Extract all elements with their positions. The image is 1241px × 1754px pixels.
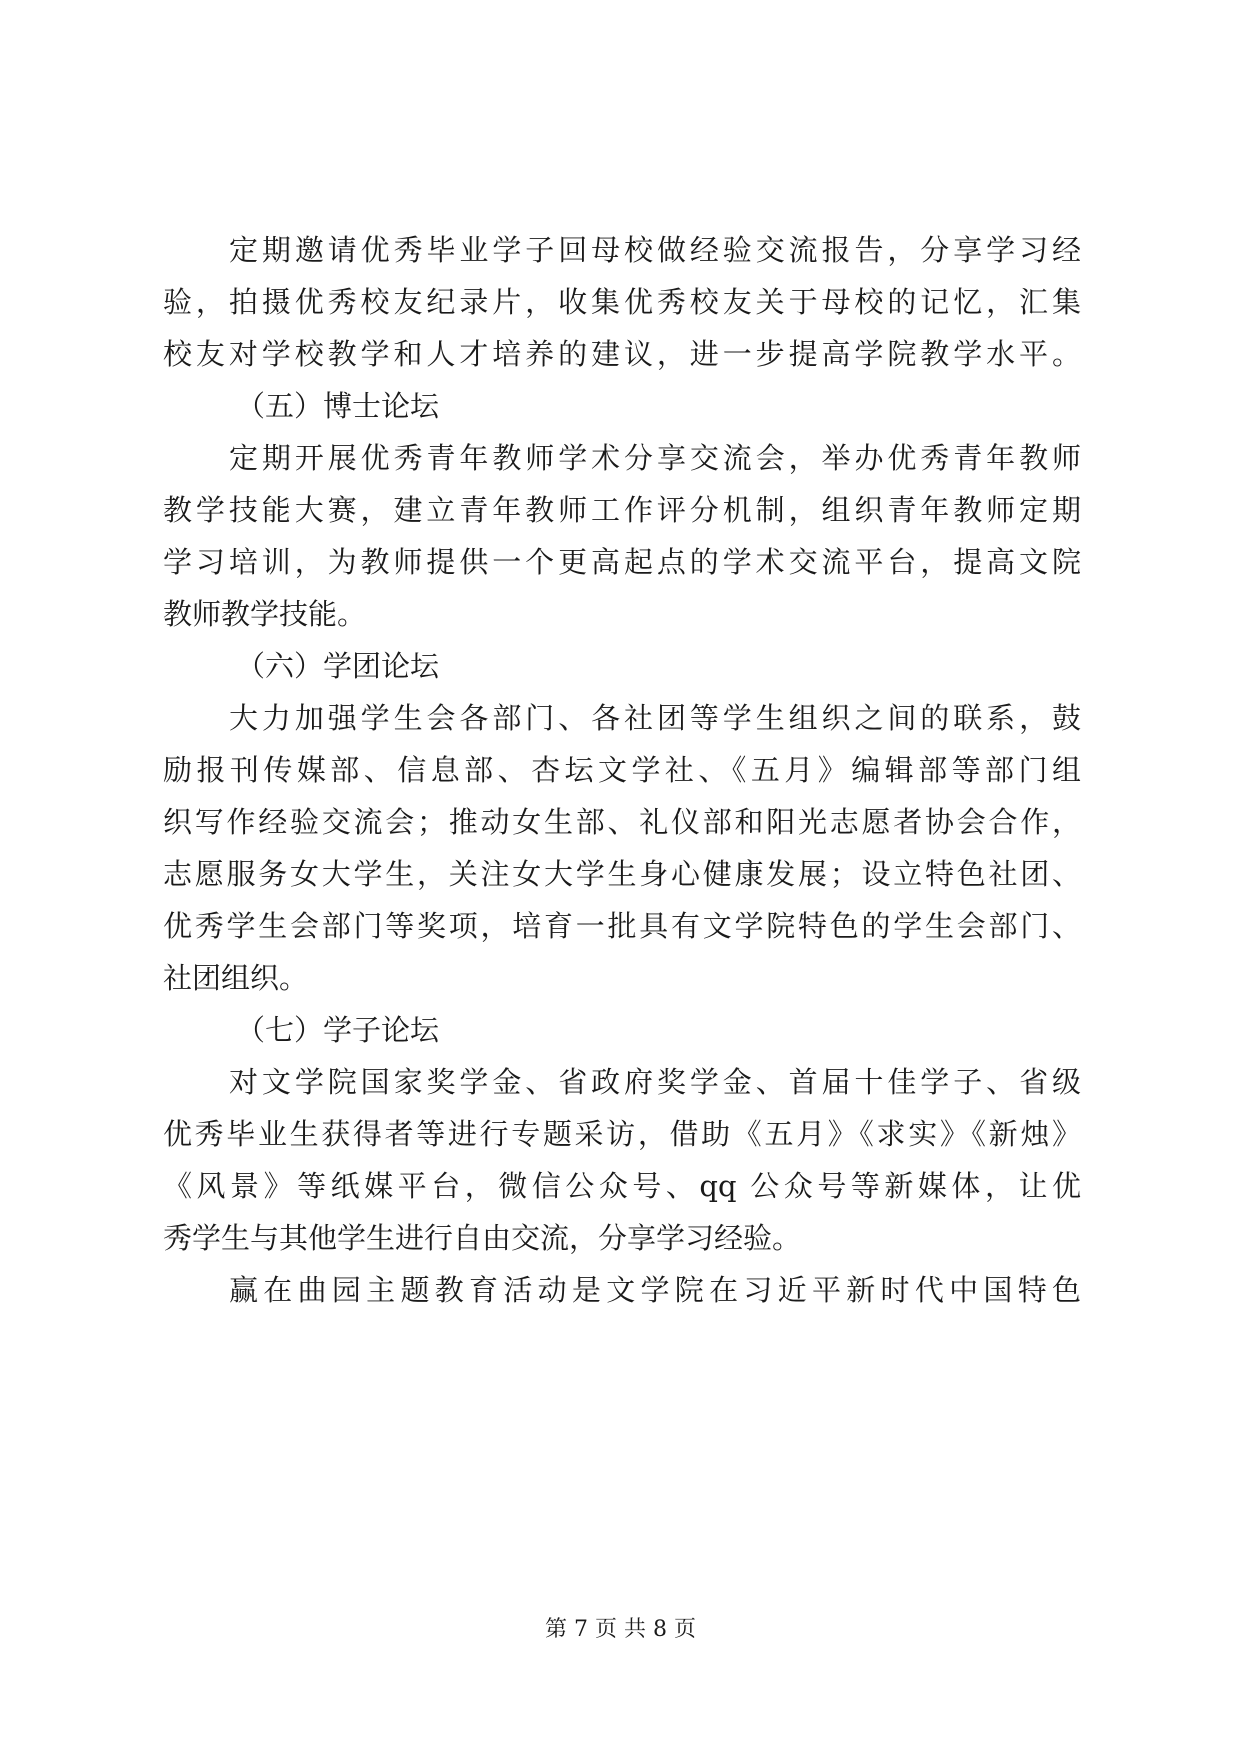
text-line: 验，拍摄优秀校友纪录片，收集优秀校友关于母校的记忆，汇集 [163, 285, 1081, 319]
text-line: 织写作经验交流会；推动女生部、礼仪部和阳光志愿者协会合作， [163, 805, 1081, 839]
text-line: 《风景》等纸媒平台，微信公众号、qq 公众号等新媒体，让优 [163, 1169, 1081, 1203]
text-line: 学习培训，为教师提供一个更高起点的学术交流平台，提高文院 [163, 545, 1081, 579]
page-number: 第 7 页 共 8 页 [545, 1617, 696, 1642]
text-line: 秀学生与其他学生进行自由交流，分享学习经验。 [163, 1221, 802, 1255]
section-heading [163, 380, 1081, 432]
text-line: 优秀毕业生获得者等进行专题采访，借助《五月》《求实》《新烛》 [163, 1117, 1081, 1151]
paragraph [163, 1264, 1081, 1316]
paragraph [163, 224, 1081, 380]
text-line: 教师教学技能。 [163, 597, 367, 631]
text-line: 定期邀请优秀毕业学子回母校做经验交流报告，分享学习经 [229, 233, 1081, 267]
paragraph [163, 432, 1081, 640]
heading-text: （六）学团论坛 [236, 649, 440, 683]
section-heading [163, 1004, 1081, 1056]
heading-text: （七）学子论坛 [236, 1013, 440, 1047]
text-line: 教学技能大赛，建立青年教师工作评分机制，组织青年教师定期 [163, 493, 1081, 527]
paragraph [163, 692, 1081, 1004]
text-line: 校友对学校教学和人才培养的建议，进一步提高学院教学水平。 [163, 337, 1081, 371]
text-line: 赢在曲园主题教育活动是文学院在习近平新时代中国特色 [229, 1273, 1081, 1307]
text-line: 定期开展优秀青年教师学术分享交流会，举办优秀青年教师 [229, 441, 1081, 475]
text-line: 优秀学生会部门等奖项，培育一批具有文学院特色的学生会部门、 [163, 909, 1081, 943]
text-line: 大力加强学生会各部门、各社团等学生组织之间的联系，鼓 [229, 701, 1081, 735]
document-body [163, 224, 1081, 1316]
text-line: 志愿服务女大学生，关注女大学生身心健康发展；设立特色社团、 [163, 857, 1081, 891]
paragraph [163, 1056, 1081, 1264]
text-line: 社团组织。 [163, 961, 309, 995]
text-line: 励报刊传媒部、信息部、杏坛文学社、《五月》编辑部等部门组 [163, 753, 1081, 787]
heading-text: （五）博士论坛 [236, 389, 440, 423]
section-heading [163, 640, 1081, 692]
text-line: 对文学院国家奖学金、省政府奖学金、首届十佳学子、省级 [229, 1065, 1081, 1099]
